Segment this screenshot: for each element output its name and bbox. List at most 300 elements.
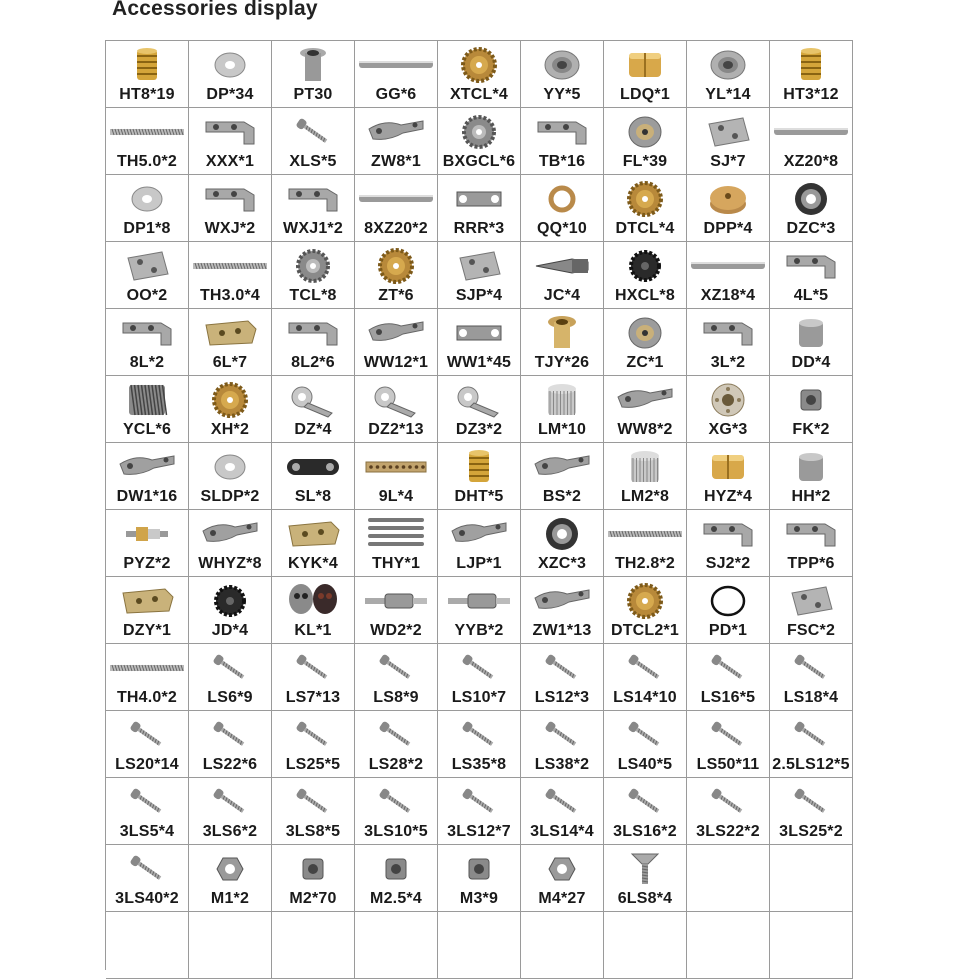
- screw-icon: [604, 648, 686, 688]
- empty-cell: [521, 912, 604, 979]
- ring-terminal-icon: [438, 380, 520, 420]
- pulley-icon: [604, 313, 686, 353]
- part-cell: [604, 510, 687, 577]
- belt-icon: [687, 581, 769, 621]
- part-label: LS22*6: [202, 756, 258, 773]
- washer-icon: [106, 179, 188, 219]
- part-cell: [687, 644, 770, 711]
- chain-link-icon: [272, 447, 354, 487]
- part-cell: [106, 644, 189, 711]
- part-cell: [521, 41, 604, 108]
- empty-cell: [604, 912, 687, 979]
- part-label: 3LS25*2: [779, 823, 843, 840]
- part-cell: [355, 577, 438, 644]
- part-label: LS16*5: [700, 689, 756, 706]
- part-cell: [189, 644, 272, 711]
- brass-gear-icon: [438, 45, 520, 85]
- part-cell: [604, 845, 687, 912]
- rivet-nut-icon: [272, 45, 354, 85]
- part-cell: [106, 242, 189, 309]
- part-cell: [438, 376, 521, 443]
- part-label: M2*70: [289, 890, 337, 907]
- part-label: LS40*5: [617, 756, 673, 773]
- part-cell: [106, 845, 189, 912]
- brass-bracket-icon: [106, 581, 188, 621]
- brass-gear-icon: [189, 380, 271, 420]
- bracket-icon: [189, 112, 271, 152]
- part-cell: [189, 845, 272, 912]
- part-cell: [438, 443, 521, 510]
- part-cell: [604, 175, 687, 242]
- part-label: OO*2: [126, 287, 168, 304]
- part-cell: [770, 376, 853, 443]
- part-label: GG*6: [375, 86, 417, 103]
- part-cell: [521, 711, 604, 778]
- rod-set-icon: [355, 514, 437, 554]
- screw-icon: [604, 782, 686, 822]
- part-label: FSC*2: [786, 622, 836, 639]
- part-label: 8L2*6: [291, 354, 335, 371]
- part-label: LS12*3: [534, 689, 590, 706]
- part-cell: [272, 711, 355, 778]
- part-label: FL*39: [622, 153, 668, 170]
- part-cell: [272, 510, 355, 577]
- screw-icon: [438, 715, 520, 755]
- part-cell: [770, 309, 853, 376]
- perforated-strip-icon: [355, 447, 437, 487]
- part-label: WD2*2: [370, 622, 422, 639]
- part-label: DPP*4: [703, 220, 753, 237]
- part-label: 3LS40*2: [115, 890, 179, 907]
- part-cell: [189, 242, 272, 309]
- part-label: WW8*2: [617, 421, 673, 438]
- part-cell: [770, 108, 853, 175]
- part-label: DTCL2*1: [610, 622, 680, 639]
- brass-bracket-icon: [189, 313, 271, 353]
- screw-icon: [106, 782, 188, 822]
- part-cell: [189, 309, 272, 376]
- part-label: M3*9: [459, 890, 499, 907]
- part-cell: [770, 778, 853, 845]
- part-cell: [106, 309, 189, 376]
- shaft-icon: [438, 581, 520, 621]
- part-cell: [521, 309, 604, 376]
- part-cell: [438, 644, 521, 711]
- part-label: ZC*1: [626, 354, 664, 371]
- brass-gear-icon: [355, 246, 437, 286]
- brass-bracket-icon: [272, 514, 354, 554]
- part-cell: [770, 577, 853, 644]
- part-label: 8L*2: [129, 354, 165, 371]
- part-label: DZC*3: [786, 220, 836, 237]
- part-cell: [521, 175, 604, 242]
- black-gear-icon: [604, 246, 686, 286]
- part-label: LS28*2: [368, 756, 424, 773]
- part-label: LS38*2: [534, 756, 590, 773]
- part-label: WW12*1: [363, 354, 429, 371]
- part-label: 9L*4: [378, 488, 414, 505]
- part-cell: [687, 577, 770, 644]
- lever-icon: [189, 514, 271, 554]
- part-cell: [106, 443, 189, 510]
- part-label: 3LS10*5: [364, 823, 428, 840]
- part-label: PD*1: [708, 622, 748, 639]
- flange-bearing-icon: [521, 45, 603, 85]
- part-cell: [687, 443, 770, 510]
- bracket-icon: [272, 179, 354, 219]
- part-cell: [770, 644, 853, 711]
- part-label: XZ20*8: [783, 153, 839, 170]
- gear-icon: [272, 246, 354, 286]
- part-cell: [604, 41, 687, 108]
- screw-icon: [521, 782, 603, 822]
- part-label: SJ*7: [710, 153, 746, 170]
- part-cell: [604, 577, 687, 644]
- screw-icon: [106, 849, 188, 889]
- part-cell: [106, 577, 189, 644]
- part-cell: [355, 845, 438, 912]
- part-label: TH4.0*2: [116, 689, 178, 706]
- plate-icon: [687, 112, 769, 152]
- part-label: TH3.0*4: [199, 287, 261, 304]
- part-cell: [521, 510, 604, 577]
- cone-icon: [521, 246, 603, 286]
- hex-nut-icon: [189, 849, 271, 889]
- part-label: WXJ*2: [204, 220, 256, 237]
- part-label: WW1*45: [446, 354, 512, 371]
- part-label: QQ*10: [537, 220, 587, 237]
- washer-icon: [189, 45, 271, 85]
- square-nut-icon: [355, 849, 437, 889]
- part-cell: [106, 108, 189, 175]
- spring-icon: [106, 112, 188, 152]
- part-label: LS10*7: [451, 689, 507, 706]
- part-label: TH2.8*2: [614, 555, 676, 572]
- steel-rod-icon: [770, 112, 852, 152]
- part-cell: [687, 376, 770, 443]
- ring-terminal-icon: [355, 380, 437, 420]
- plate-icon: [770, 581, 852, 621]
- part-label: XTCL*4: [449, 86, 509, 103]
- shaft-icon: [355, 581, 437, 621]
- part-label: XLS*5: [289, 153, 337, 170]
- part-cell: [189, 41, 272, 108]
- part-label: 3LS8*5: [285, 823, 341, 840]
- part-cell: [521, 108, 604, 175]
- screw-icon: [355, 782, 437, 822]
- part-cell: [106, 376, 189, 443]
- part-cell: [355, 41, 438, 108]
- part-label: M4*27: [538, 890, 586, 907]
- part-cell: [687, 242, 770, 309]
- part-label: DW1*16: [116, 488, 178, 505]
- part-cell: [272, 577, 355, 644]
- empty-cell: [770, 912, 853, 979]
- part-label: 3LS5*4: [119, 823, 175, 840]
- black-gear-icon: [189, 581, 271, 621]
- part-cell: [604, 309, 687, 376]
- part-cell: [438, 577, 521, 644]
- screw-icon: [272, 715, 354, 755]
- screw-icon: [770, 782, 852, 822]
- part-label: 6LS8*4: [617, 890, 673, 907]
- part-label: DHT*5: [454, 488, 504, 505]
- part-label: 3LS16*2: [613, 823, 677, 840]
- spring-icon: [106, 648, 188, 688]
- part-cell: [687, 41, 770, 108]
- part-cell: [687, 778, 770, 845]
- part-label: DZ3*2: [455, 421, 503, 438]
- square-nut-icon: [770, 380, 852, 420]
- part-label: YYB*2: [454, 622, 504, 639]
- square-nut-icon: [272, 849, 354, 889]
- part-label: SJ2*2: [705, 555, 751, 572]
- part-label: 4L*5: [793, 287, 829, 304]
- ring-terminal-icon: [272, 380, 354, 420]
- part-cell: [687, 309, 770, 376]
- brass-insert-icon: [770, 45, 852, 85]
- steel-rod-icon: [687, 246, 769, 286]
- part-label: BS*2: [542, 488, 582, 505]
- part-cell: [106, 778, 189, 845]
- part-label: ZW8*1: [371, 153, 421, 170]
- gear-icon: [438, 112, 520, 152]
- part-label: DP*34: [206, 86, 254, 103]
- part-label: JD*4: [211, 622, 249, 639]
- part-label: LS25*5: [285, 756, 341, 773]
- part-label: TPP*6: [787, 555, 835, 572]
- hex-nut-icon: [521, 849, 603, 889]
- empty-cell: [355, 912, 438, 979]
- screw-icon: [272, 112, 354, 152]
- screw-icon: [189, 782, 271, 822]
- part-cell: [272, 175, 355, 242]
- part-label: LM2*8: [620, 488, 670, 505]
- part-label: RRR*3: [453, 220, 505, 237]
- screw-icon: [687, 648, 769, 688]
- countersunk-screw-icon: [604, 849, 686, 889]
- empty-cell: [687, 845, 770, 912]
- lever-icon: [355, 313, 437, 353]
- part-label: DZ*4: [294, 421, 332, 438]
- part-label: DD*4: [791, 354, 831, 371]
- part-label: HYZ*4: [703, 488, 753, 505]
- part-cell: [355, 510, 438, 577]
- part-label: 6L*7: [212, 354, 248, 371]
- part-cell: [438, 510, 521, 577]
- screw-icon: [355, 648, 437, 688]
- part-label: 3LS6*2: [202, 823, 258, 840]
- spring-icon: [189, 246, 271, 286]
- knurled-nut-icon: [521, 380, 603, 420]
- part-cell: [687, 711, 770, 778]
- part-cell: [770, 443, 853, 510]
- part-label: THY*1: [371, 555, 421, 572]
- part-label: M1*2: [210, 890, 250, 907]
- empty-cell: [272, 912, 355, 979]
- part-label: SJP*4: [455, 287, 503, 304]
- knurled-nut-icon: [604, 447, 686, 487]
- lever-icon: [355, 112, 437, 152]
- part-label: LDQ*1: [620, 86, 670, 103]
- steel-rod-icon: [355, 45, 437, 85]
- steel-rod-icon: [355, 179, 437, 219]
- screw-icon: [687, 782, 769, 822]
- part-cell: [189, 108, 272, 175]
- part-label: DZ2*13: [368, 421, 424, 438]
- part-cell: [189, 711, 272, 778]
- part-cell: [770, 41, 853, 108]
- part-cell: [604, 376, 687, 443]
- brass-gear-icon: [604, 179, 686, 219]
- part-cell: [604, 711, 687, 778]
- brass-insert-icon: [106, 45, 188, 85]
- part-cell: [189, 175, 272, 242]
- part-label: XH*2: [210, 421, 250, 438]
- part-cell: [106, 510, 189, 577]
- part-label: TJY*26: [534, 354, 590, 371]
- part-cell: [189, 443, 272, 510]
- screw-icon: [770, 648, 852, 688]
- part-label: FK*2: [792, 421, 830, 438]
- bracket-icon: [272, 313, 354, 353]
- part-label: M2.5*4: [370, 890, 422, 907]
- part-label: WHYZ*8: [198, 555, 262, 572]
- spring-icon: [604, 514, 686, 554]
- bracket-icon: [770, 246, 852, 286]
- link-icon: [438, 313, 520, 353]
- part-label: ZT*6: [378, 287, 414, 304]
- part-cell: [521, 577, 604, 644]
- part-label: HXCL*8: [615, 287, 675, 304]
- screw-icon: [189, 648, 271, 688]
- part-label: DP1*8: [123, 220, 171, 237]
- part-cell: [438, 242, 521, 309]
- part-cell: [272, 309, 355, 376]
- screw-icon: [438, 648, 520, 688]
- part-cell: [687, 510, 770, 577]
- part-cell: [272, 242, 355, 309]
- ball-bearing-icon: [770, 179, 852, 219]
- part-label: PT30: [293, 86, 333, 103]
- part-label: LS50*11: [696, 756, 760, 773]
- wheel-icon: [687, 380, 769, 420]
- lever-icon: [521, 581, 603, 621]
- brass-coupling-icon: [687, 447, 769, 487]
- empty-cell: [770, 845, 853, 912]
- part-cell: [521, 443, 604, 510]
- flange-bearing-icon: [687, 45, 769, 85]
- bracket-icon: [106, 313, 188, 353]
- part-cell: [687, 108, 770, 175]
- brass-coupling-icon: [604, 45, 686, 85]
- brass-gear-icon: [604, 581, 686, 621]
- part-cell: [438, 108, 521, 175]
- screw-icon: [272, 648, 354, 688]
- part-label: 3LS14*4: [530, 823, 594, 840]
- part-label: DTCL*4: [615, 220, 675, 237]
- ring-icon: [521, 179, 603, 219]
- bracket-icon: [189, 179, 271, 219]
- brass-disc-icon: [687, 179, 769, 219]
- part-label: BXGCL*6: [442, 153, 516, 170]
- part-cell: [770, 711, 853, 778]
- part-label: 2.5LS12*5: [772, 756, 850, 773]
- part-label: KYK*4: [288, 555, 338, 572]
- part-label: SLDP*2: [200, 488, 260, 505]
- part-label: 3LS12*7: [447, 823, 511, 840]
- part-cell: [272, 376, 355, 443]
- bracket-icon: [687, 514, 769, 554]
- part-label: LS18*4: [783, 689, 839, 706]
- part-label: WXJ1*2: [283, 220, 343, 237]
- part-cell: [604, 242, 687, 309]
- part-label: XZC*3: [537, 555, 587, 572]
- ball-bearing-icon: [521, 514, 603, 554]
- part-cell: [355, 644, 438, 711]
- part-label: LS7*13: [285, 689, 341, 706]
- part-label: LM*10: [537, 421, 587, 438]
- part-label: HT3*12: [783, 86, 839, 103]
- part-cell: [438, 309, 521, 376]
- part-cell: [604, 108, 687, 175]
- lever-icon: [521, 447, 603, 487]
- screw-icon: [770, 715, 852, 755]
- part-cell: [272, 108, 355, 175]
- screw-icon: [106, 715, 188, 755]
- empty-cell: [687, 912, 770, 979]
- link-icon: [438, 179, 520, 219]
- part-label: HH*2: [791, 488, 831, 505]
- part-cell: [521, 242, 604, 309]
- part-cell: [355, 443, 438, 510]
- part-label: TH5.0*2: [116, 153, 178, 170]
- part-cell: [521, 376, 604, 443]
- part-cell: [272, 443, 355, 510]
- part-cell: [438, 41, 521, 108]
- lever-icon: [604, 380, 686, 420]
- part-label: PYZ*2: [123, 555, 171, 572]
- part-label: XG*3: [708, 421, 748, 438]
- part-label: 8XZ20*2: [364, 220, 428, 237]
- brass-bushing-icon: [521, 313, 603, 353]
- part-cell: [438, 711, 521, 778]
- skull-icon: [272, 581, 354, 621]
- part-cell: [355, 376, 438, 443]
- part-cell: [355, 242, 438, 309]
- part-cell: [604, 778, 687, 845]
- part-label: YL*14: [705, 86, 751, 103]
- part-cell: [521, 845, 604, 912]
- plate-icon: [438, 246, 520, 286]
- page-title: Accessories display: [112, 0, 318, 20]
- part-label: YCL*6: [122, 421, 172, 438]
- part-label: KL*1: [294, 622, 332, 639]
- screw-icon: [687, 715, 769, 755]
- bracket-icon: [687, 313, 769, 353]
- part-cell: [687, 175, 770, 242]
- part-cell: [604, 443, 687, 510]
- part-cell: [189, 577, 272, 644]
- empty-cell: [189, 912, 272, 979]
- part-label: TB*16: [538, 153, 586, 170]
- cylinder-icon: [770, 313, 852, 353]
- pulley-icon: [604, 112, 686, 152]
- part-cell: [604, 644, 687, 711]
- part-cell: [355, 175, 438, 242]
- screw-icon: [521, 648, 603, 688]
- part-cell: [355, 711, 438, 778]
